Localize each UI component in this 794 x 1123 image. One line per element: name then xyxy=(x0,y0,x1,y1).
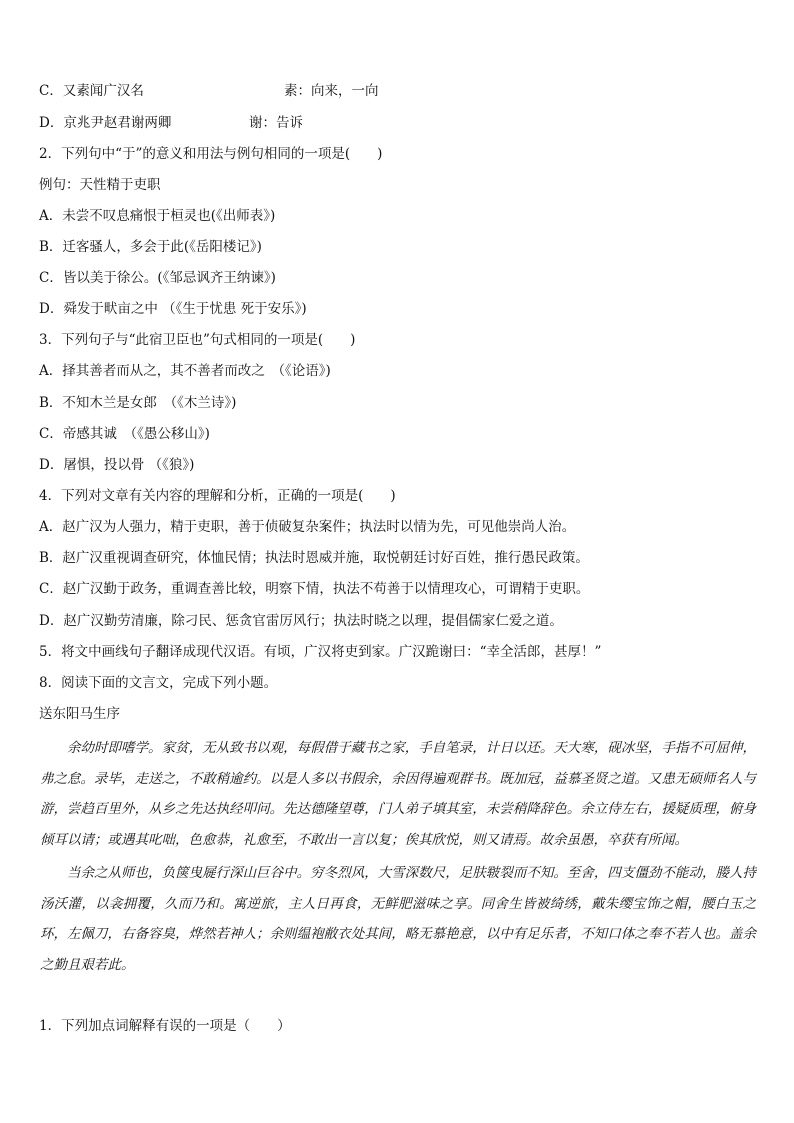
question-2-option-a: A．未尝不叹息痛恨于桓灵也(《出师表》) xyxy=(39,208,276,224)
question-3: 3．下列句子与“此宿卫臣也”句式相同的一项是( ) xyxy=(39,332,356,348)
option-c-text: C．又素闻广汉名 xyxy=(39,83,144,99)
question-1: 1．下列加点词解释有误的一项是（ ） xyxy=(39,1018,291,1034)
option-d-gloss: 谢：告诉 xyxy=(249,115,303,131)
question-3-option-c: C．帝感其诚 （《愚公移山》) xyxy=(39,426,210,442)
question-2-example: 例句：天性精于吏职 xyxy=(39,177,161,193)
question-2-option-d: D．舜发于畎亩之中 （《生于忧患 死于安乐》) xyxy=(39,301,307,317)
question-5: 5．将文中画线句子翻译成现代汉语。有顷，广汉将吏到家。广汉跪谢曰：“幸全活郎，甚厚！” xyxy=(39,644,602,660)
option-c-line xyxy=(39,81,379,101)
option-d-line xyxy=(39,113,303,133)
question-3-option-d: D．屠惧，投以骨 （《狼》) xyxy=(39,457,195,473)
question-2-option-b: B．迁客骚人，多会于此(《岳阳楼记》) xyxy=(39,239,262,255)
question-4-option-d: D．赵广汉勤劳清廉，除刁民、惩贪官雷厉风行；执法时晓之以理，提倡儒家仁爱之道。 xyxy=(39,613,563,629)
question-4-option-b: B．赵广汉重视调查研究，体恤民情；执法时恩威并施，取悦朝廷讨好百姓，推行愚民政策。 xyxy=(39,550,589,566)
question-3-option-b: B．不知木兰是女郎 （《木兰诗》) xyxy=(39,395,237,411)
question-4: 4．下列对文章有关内容的理解和分析，正确的一项是( ) xyxy=(39,488,396,504)
option-c-gloss: 素：向来，一向 xyxy=(284,83,379,99)
passage-paragraph-1: 余幼时即嗜学。家贫，无从致书以观，每假借于藏书之家，手自笔录，计日以还。天大寒，砚冰坚，手指不可屈伸，弗之怠。录毕，走送之，不敢稍逾约。以是人多以书假余，余因得遍观群书。既加冠，益慕圣贤之道。又患无硕师名人与游，尝趋百里外，从乡之先达执经叩问。先达德隆望尊，门人弟子填其室，未尝稍降辞色。余立侍左右，援疑质理，俯身倾耳以请；或遇其叱咄，色愈恭，礼愈至，不敢出一言以复；俟其欣悦，则又请焉。故余虽愚，卒获有所闻。 xyxy=(40,740,756,848)
question-3-option-a: A．择其善者而从之，其不善者而改之 （《论语》) xyxy=(39,363,331,379)
passage-paragraph-2: 当余之从师也，负箧曳屣行深山巨谷中。穷冬烈风，大雪深数尺，足肤皲裂而不知。至舍，四支僵劲不能动，媵人持汤沃灌，以衾拥覆，久而乃和。寓逆旅，主人日再食，无鲜肥滋味之享。同舍生皆被绮绣，戴朱缨宝饰之帽，腰白玉之环，左佩刀，右备容臭，烨然若神人；余则缊袍敝衣处其间，略无慕艳意，以中有足乐者，不知口体之奉不若人也。盖余之勤且艰若此。 xyxy=(40,865,756,973)
question-2-option-c: C．皆以美于徐公。(《邹忌讽齐王纳谏》) xyxy=(39,270,276,286)
option-d-text: D．京兆尹赵君谢两卿 xyxy=(39,115,172,131)
question-4-option-c: C．赵广汉勤于政务，重调查善比较，明察下情，执法不苟善于以情理攻心，可谓精于吏职。 xyxy=(39,581,590,597)
question-4-option-a: A．赵广汉为人强力，精于吏职，善于侦破复杂案件；执法时以情为先，可见他崇尚人治。 xyxy=(39,519,576,535)
question-2: 2．下列句中“于”的意义和用法与例句相同的一项是( ) xyxy=(39,146,383,162)
question-8: 8．阅读下面的文言文，完成下列小题。 xyxy=(39,675,278,691)
passage-title: 送东阳马生序 xyxy=(39,706,120,722)
